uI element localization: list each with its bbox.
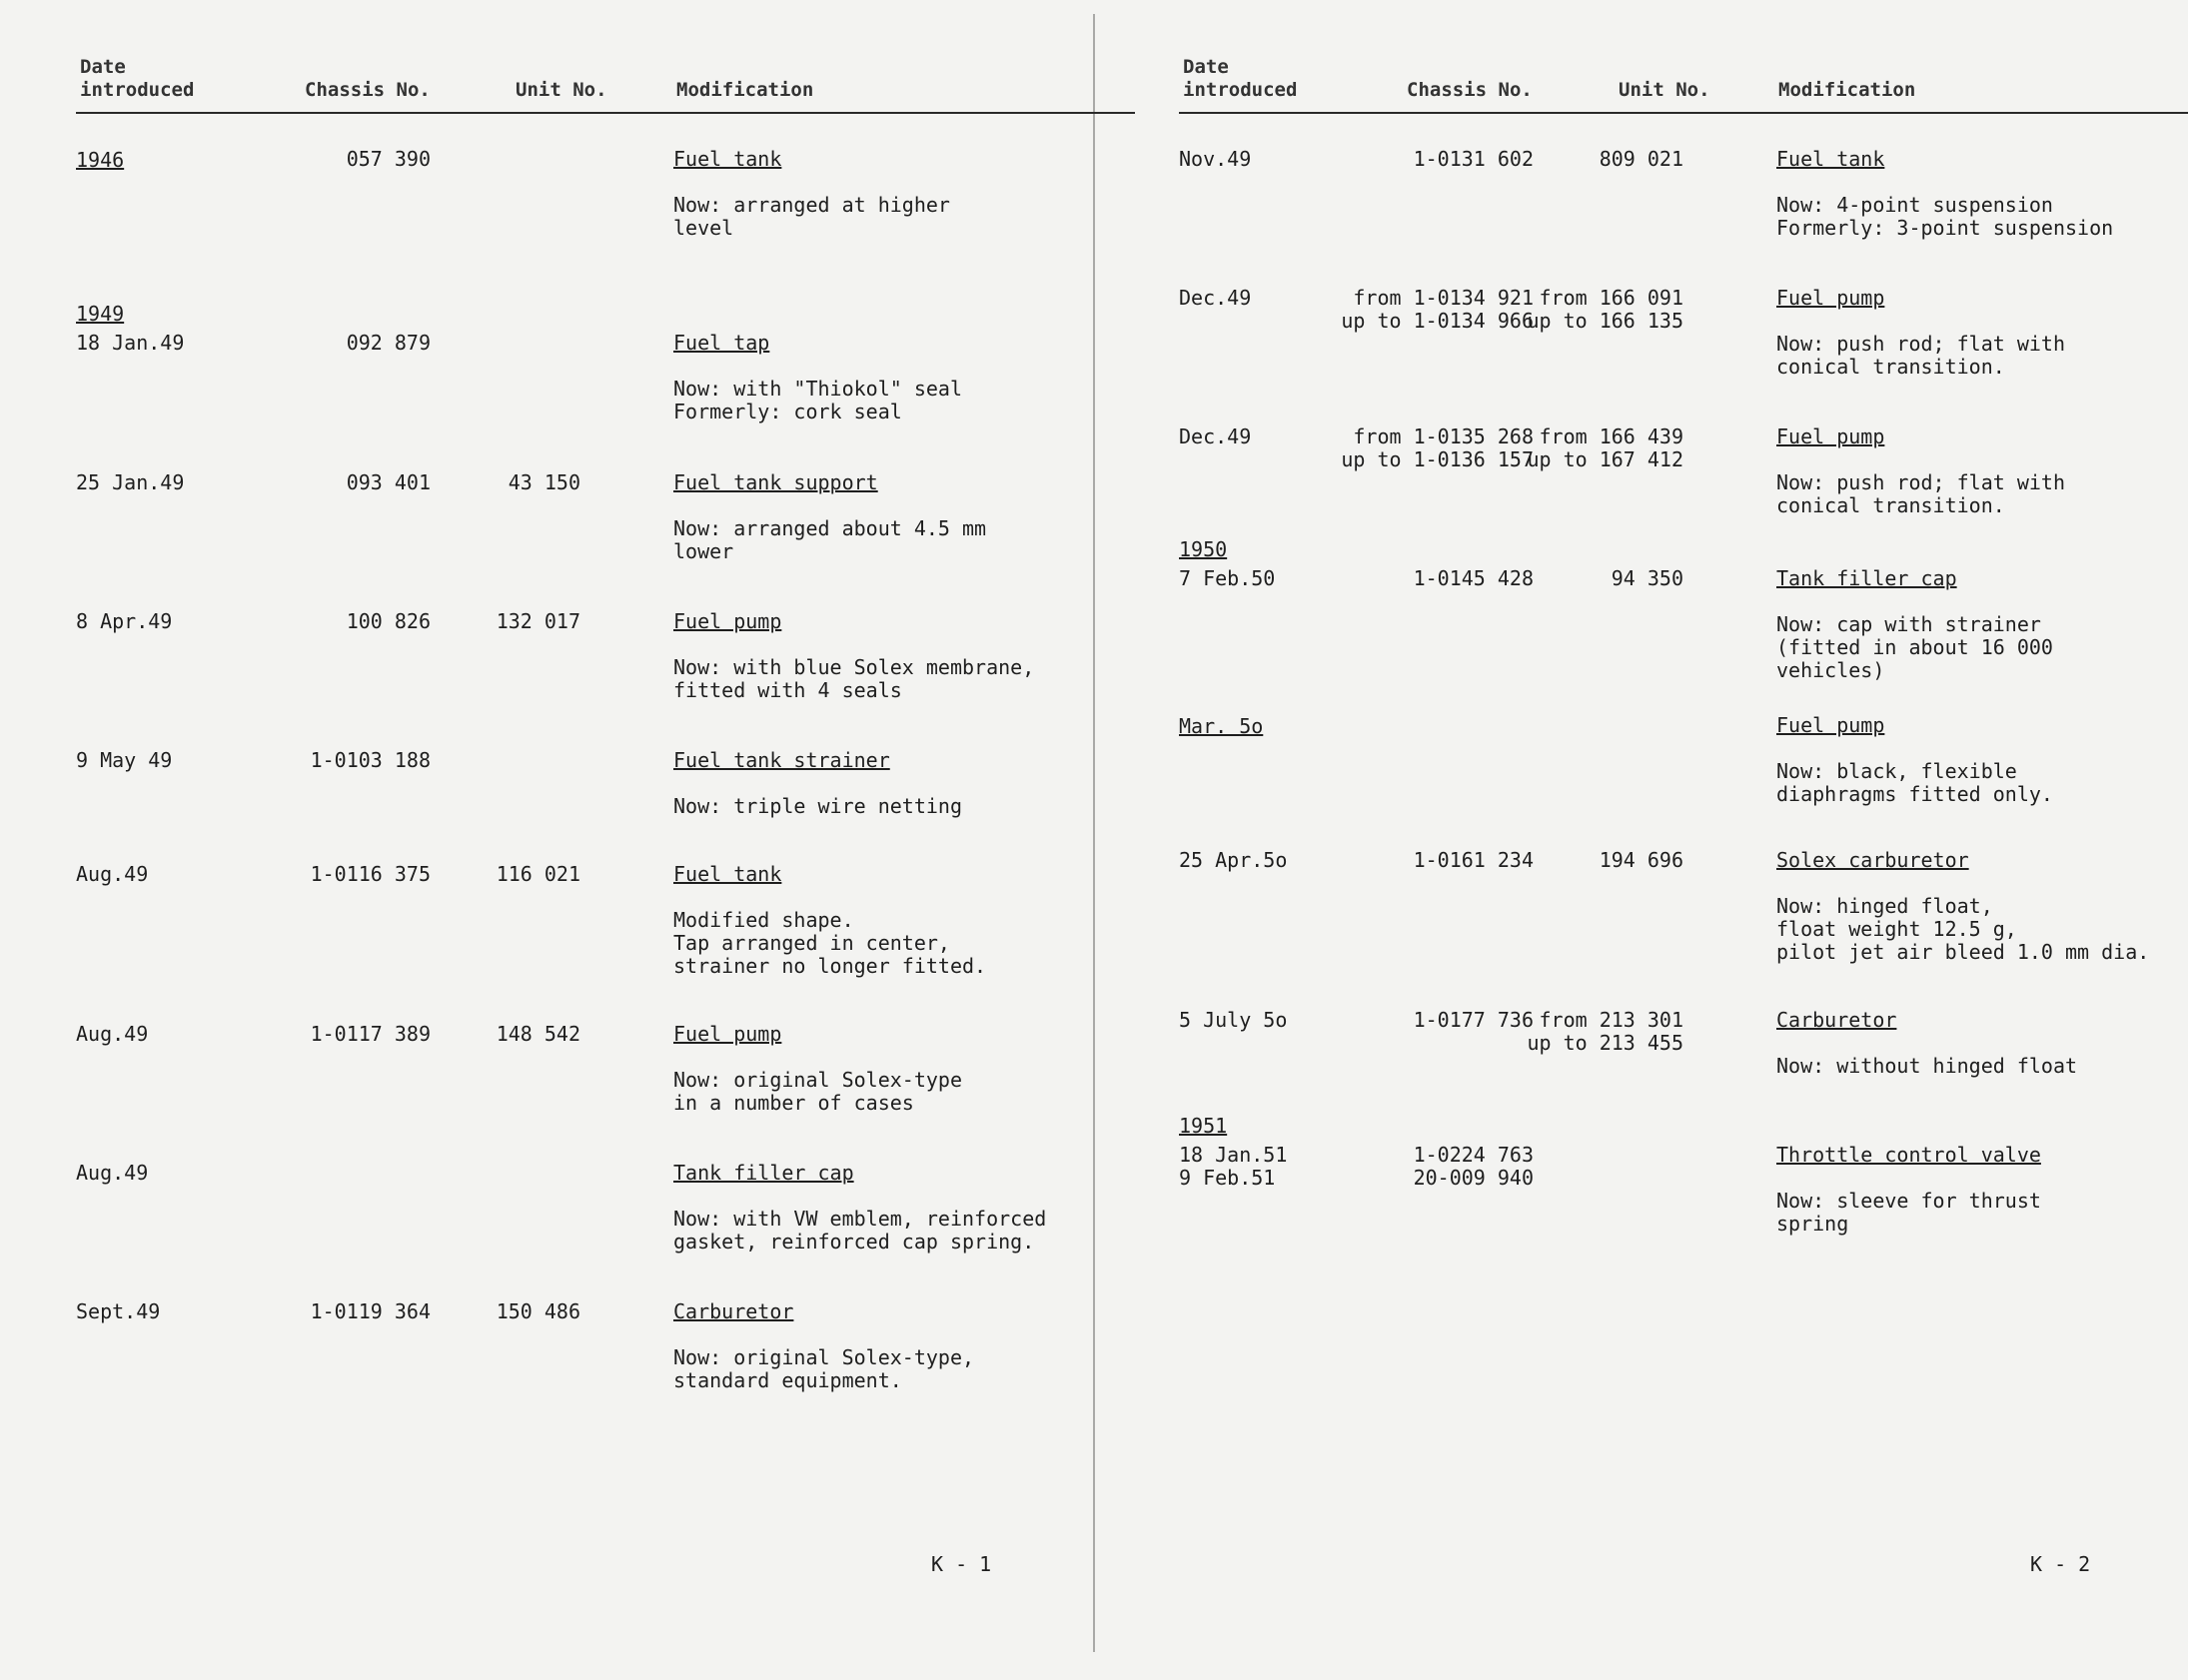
modification-cell (673, 863, 1143, 978)
chassis-cell: 093 401 (346, 470, 431, 494)
date-cell: 18 Jan.49 (76, 331, 185, 355)
unit-cell: from 166 091 up to 166 135 (1527, 286, 1683, 333)
unit-cell: 132 017 (496, 609, 580, 633)
table-row (76, 1023, 1135, 1162)
header-date: Date introduced (80, 56, 195, 101)
table-header (76, 56, 1135, 114)
table-row (76, 863, 1135, 1023)
modification-cell (673, 1023, 1143, 1115)
modification-title: Carburetor (673, 1299, 794, 1323)
modification-cell (673, 471, 1143, 563)
date-cell: 8 Apr.49 (76, 609, 173, 633)
modification-title: Fuel pump (673, 609, 782, 633)
page-number: K - 2 (2030, 1552, 2091, 1576)
modification-title: Fuel pump (1776, 713, 1885, 737)
table-row (76, 332, 1135, 471)
modification-description: Now: with VW emblem, reinforced gasket, reinforced cap spring. (673, 1207, 1047, 1254)
unit-cell: 150 486 (496, 1299, 580, 1323)
chassis-cell: 1-0145 428 (1413, 566, 1534, 590)
modification-cell (1776, 714, 2188, 806)
unit-cell: from 166 439 up to 167 412 (1527, 424, 1683, 471)
modification-cell (673, 148, 1143, 240)
modification-title: Fuel pump (673, 1022, 782, 1046)
header-unit: Unit No. (1619, 79, 1710, 101)
unit-cell: 809 021 (1599, 147, 1683, 171)
modification-description: Now: cap with strainer (fitted in about 16 000 vehicles) (1776, 612, 2053, 682)
date-cell: Nov.49 (1179, 147, 1252, 171)
modification-description: Now: without hinged float (1776, 1054, 2078, 1078)
unit-cell: 116 021 (496, 862, 580, 886)
date-cell: Aug.49 (76, 1161, 149, 1185)
date-cell: 25 Jan.49 (76, 470, 185, 494)
unit-cell: 43 150 (508, 470, 580, 494)
date-cell: 18 Jan.51 9 Feb.51 (1179, 1143, 1288, 1190)
chassis-cell: 1-0131 602 (1413, 147, 1534, 171)
date-cell: Dec.49 (1179, 424, 1252, 448)
table-row (1179, 849, 2188, 1009)
modification-cell (1776, 1009, 2188, 1078)
modification-cell (1776, 425, 2188, 517)
modification-cell (1776, 148, 2188, 240)
table-row (1179, 1144, 2188, 1263)
header-unit: Unit No. (516, 79, 607, 101)
chassis-cell: 1-0117 389 (310, 1022, 431, 1046)
right-entries (1179, 148, 2188, 1263)
date-cell: 5 July 5o (1179, 1008, 1288, 1032)
header-modification: Modification (1778, 79, 1916, 101)
header-chassis: Chassis No. (1407, 79, 1533, 101)
modification-description: Modified shape. Tap arranged in center, strainer no longer fitted. (673, 908, 987, 978)
table-row (1179, 425, 2188, 531)
date-cell: 7 Feb.50 (1179, 566, 1276, 590)
modification-cell (1776, 567, 2188, 682)
table-row (76, 148, 1135, 288)
year-heading: 1950 (1179, 537, 1228, 561)
unit-cell: 94 350 (1611, 566, 1683, 590)
table-row (1179, 1009, 2188, 1104)
chassis-cell: from 1-0134 921 up to 1-0134 966 (1341, 286, 1534, 333)
modification-title: Fuel pump (1776, 286, 1885, 310)
modification-title: Fuel tank support (673, 470, 878, 494)
chassis-cell: 057 390 (346, 147, 431, 171)
modification-description: Now: sleeve for thrust spring (1776, 1189, 2041, 1236)
chassis-cell: 1-0116 375 (310, 862, 431, 886)
date-cell: Aug.49 (76, 862, 149, 886)
modification-description: Now: original Solex-type, standard equipment. (673, 1345, 975, 1392)
modification-cell (1776, 849, 2188, 964)
modification-cell (673, 1162, 1143, 1254)
table-row (1179, 567, 2188, 706)
table-row (76, 749, 1135, 863)
header-date: Date introduced (1183, 56, 1298, 101)
modification-description: Now: black, flexible diaphragms fitted only. (1776, 759, 2053, 806)
modification-cell (673, 332, 1143, 423)
modification-description: Now: triple wire netting (673, 794, 962, 818)
unit-cell: 148 542 (496, 1022, 580, 1046)
unit-cell: 194 696 (1599, 848, 1683, 872)
year-heading: Mar. 5o (1179, 714, 1264, 738)
modification-title: Fuel tank (673, 147, 782, 171)
table-row (1179, 148, 2188, 287)
modification-title: Carburetor (1776, 1008, 1897, 1032)
chassis-cell: 1-0119 364 (310, 1299, 431, 1323)
left-page (76, 0, 1135, 1680)
modification-description: Now: push rod; flat with conical transition. (1776, 332, 2065, 379)
modification-description: Now: arranged about 4.5 mm lower (673, 516, 987, 563)
date-cell: 25 Apr.5o (1179, 848, 1288, 872)
year-heading: 1951 (1179, 1114, 1228, 1138)
modification-description: Now: 4-point suspension Formerly: 3-point suspension (1776, 193, 2114, 240)
date-cell: Dec.49 (1179, 286, 1252, 310)
modification-cell (673, 1300, 1143, 1392)
chassis-cell: 092 879 (346, 331, 431, 355)
table-row (76, 610, 1135, 749)
page-number: K - 1 (931, 1552, 992, 1576)
header-modification: Modification (676, 79, 814, 101)
chassis-cell: from 1-0135 268 up to 1-0136 157 (1341, 424, 1534, 471)
year-heading: 1949 (76, 302, 125, 326)
modification-description: Now: with blue Solex membrane, fitted with 4 seals (673, 655, 1035, 702)
modification-cell (673, 749, 1143, 818)
date-cell: 9 May 49 (76, 748, 173, 772)
modification-description: Now: with "Thiokol" seal Formerly: cork seal (673, 377, 962, 423)
modification-title: Tank filler cap (1776, 566, 1957, 590)
table-row (76, 1162, 1135, 1300)
modification-title: Fuel tap (673, 331, 770, 355)
chassis-cell: 1-0103 188 (310, 748, 431, 772)
modification-title: Fuel tank strainer (673, 748, 890, 772)
chassis-cell: 100 826 (346, 609, 431, 633)
modification-description: Now: push rod; flat with conical transition. (1776, 470, 2065, 517)
chassis-cell: 1-0161 234 (1413, 848, 1534, 872)
modification-title: Solex carburetor (1776, 848, 1969, 872)
modification-cell (1776, 1144, 2188, 1236)
modification-cell (673, 610, 1143, 702)
modification-description: Now: hinged float, float weight 12.5 g, pilot jet air bleed 1.0 mm dia. (1776, 894, 2150, 964)
modification-title: Tank filler cap (673, 1161, 854, 1185)
right-page (1179, 0, 2188, 1680)
chassis-cell: 1-0177 736 (1413, 1008, 1534, 1032)
modification-description: Now: arranged at higher level (673, 193, 950, 240)
unit-cell: from 213 301 up to 213 455 (1527, 1008, 1683, 1055)
table-row (1179, 287, 2188, 425)
year-heading: 1946 (76, 148, 125, 172)
modification-description: Now: original Solex-type in a number of cases (673, 1068, 962, 1115)
date-cell: Aug.49 (76, 1022, 149, 1046)
modification-title: Fuel tank (673, 862, 782, 886)
table-row (1179, 714, 2188, 849)
date-cell: Sept.49 (76, 1299, 161, 1323)
modification-title: Fuel pump (1776, 424, 1885, 448)
table-row (76, 1300, 1135, 1420)
modification-title: Throttle control valve (1776, 1143, 2041, 1167)
header-chassis: Chassis No. (305, 79, 431, 101)
left-entries (76, 148, 1135, 1420)
modification-cell (1776, 287, 2188, 379)
table-header (1179, 56, 2188, 114)
modification-title: Fuel tank (1776, 147, 1885, 171)
table-row (76, 471, 1135, 610)
chassis-cell: 1-0224 763 20-009 940 (1413, 1143, 1534, 1190)
